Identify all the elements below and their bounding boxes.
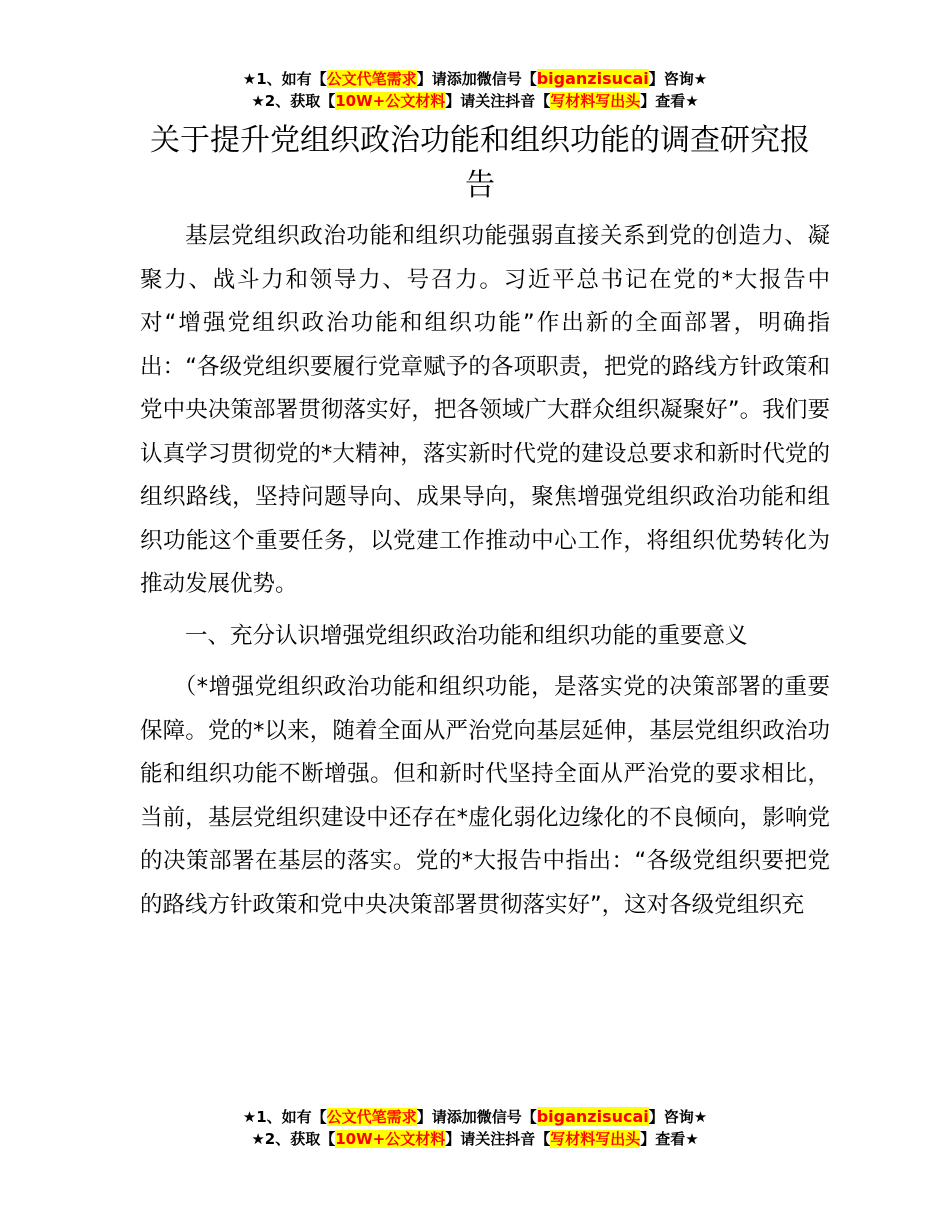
promo-highlight-materials: 10W+公文材料 — [335, 92, 446, 110]
promo-line-1 — [0, 68, 950, 90]
promo-line-2-mid: 】请关注抖音【 — [445, 92, 551, 110]
promo-line-1-prefix: ★1、如有【 — [242, 1108, 327, 1126]
promo-line-1-mid: 】请添加微信号【 — [416, 1108, 537, 1126]
document-title: 关于提升党组织政治功能和组织功能的调查研究报告 — [150, 123, 810, 203]
promo-line-2-suffix: 】查看★ — [640, 92, 699, 110]
promo-line-2 — [0, 90, 950, 112]
promo-highlight-wechat: biganzisucai — [536, 69, 649, 88]
promo-line-2-bottom — [0, 1128, 950, 1150]
promo-line-2-mid: 】请关注抖音【 — [445, 1130, 551, 1148]
promo-banner-bottom — [0, 1106, 950, 1150]
promo-banner-top — [0, 68, 950, 112]
promo-highlight-douyin: 写材料写出头 — [550, 92, 641, 110]
promo-line-1-mid: 】请添加微信号【 — [416, 70, 537, 88]
promo-line-1-suffix: 】咨询★ — [648, 1108, 708, 1126]
promo-highlight-service: 公文代笔需求 — [326, 1108, 417, 1126]
promo-line-2-prefix: ★2、获取【 — [251, 1130, 336, 1148]
promo-highlight-wechat: biganzisucai — [536, 1107, 649, 1126]
promo-line-1-suffix: 】咨询★ — [648, 70, 708, 88]
promo-line-2-prefix: ★2、获取【 — [251, 92, 336, 110]
promo-highlight-materials: 10W+公文材料 — [335, 1130, 446, 1148]
promo-highlight-service: 公文代笔需求 — [326, 70, 417, 88]
body-paragraph-intro: 基层党组织政治功能和组织功能强弱直接关系到党的创造力、凝聚力、战斗力和领导力、号召力。习近平总书记在党的*大报告中对“增强党组织政治功能和组织功能”作出新的全面部署，明确指出：“各级党组织要履行党章赋予的各项职责，把党的路线方针政策和党中央决策部署贯彻落实好，把各领域广大群众组织凝聚好”。我们要认真学习贯彻党的*大精神，落实新时代党的建设总要求和新时代党的组织路线，坚持问题导向、成果导向，聚焦增强党组织政治功能和组织功能这个重要任务，以党建工作推动中心工作，将组织优势转化为推动发展优势。 — [140, 223, 830, 597]
section-heading-1: 一、充分认识增强党组织政治功能和组织功能的重要意义 — [185, 622, 748, 649]
promo-highlight-douyin: 写材料写出头 — [550, 1130, 641, 1148]
promo-line-2-suffix: 】查看★ — [640, 1130, 699, 1148]
promo-line-1-prefix: ★1、如有【 — [242, 70, 327, 88]
body-paragraph-section-1: （*增强党组织政治功能和组织功能，是落实党的决策部署的重要保障。党的*以来，随着全面从严治党向基层延伸，基层党组织政治功能和组织功能不断增强。但和新时代坚持全面从严治党的要求相比，当前，基层党组织建设中还存在*虚化弱化边缘化的不良倾向，影响党的决策部署在基层的落实。党的*大报告中指出：“各级党组织要把党的路线方针政策和党中央决策部署贯彻落实好”，这对各级党组织充 — [140, 674, 830, 918]
document-body — [140, 215, 830, 935]
promo-line-1-bottom — [0, 1106, 950, 1128]
